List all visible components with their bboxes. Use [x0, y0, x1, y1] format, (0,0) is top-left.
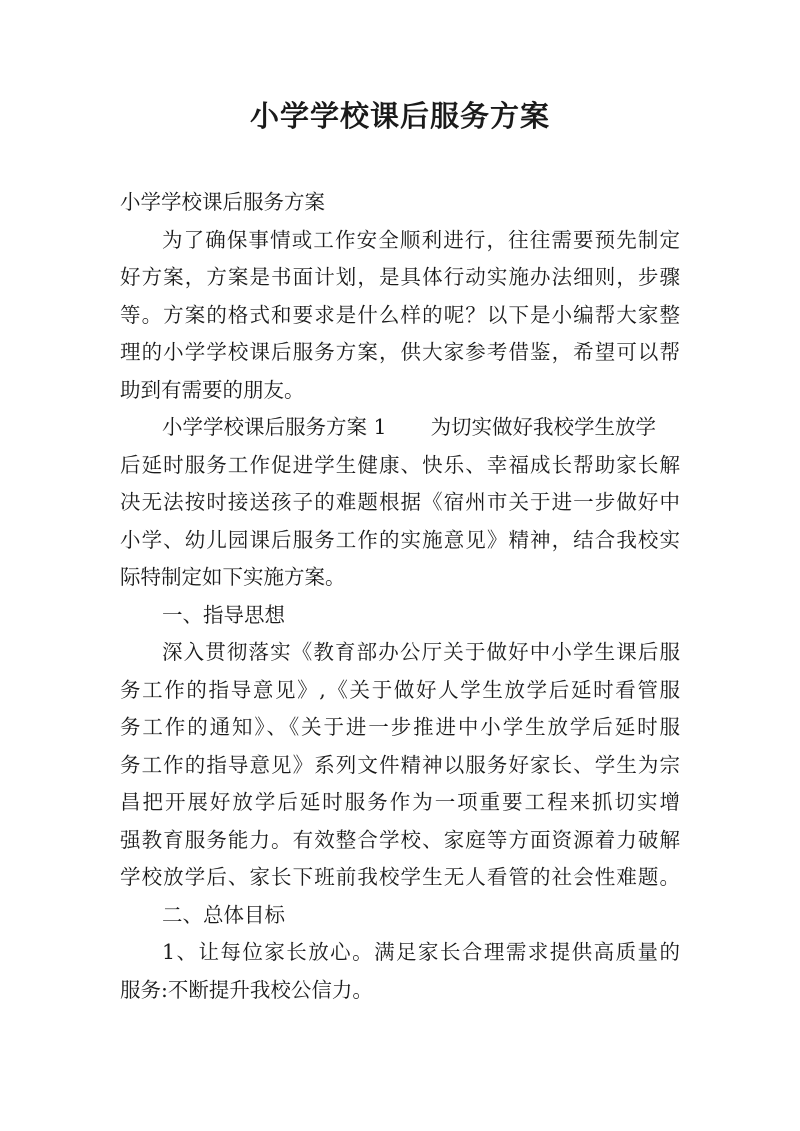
section2-heading: 二、总体目标 [162, 902, 285, 927]
paragraph-line: 好方案，方案是书面计划，是具体行动实施办法细则，步骤 [120, 265, 680, 289]
paragraph-line: 等。方案的格式和要求是什么样的呢？以下是小编帮大家整 [120, 302, 680, 327]
paragraph-line [120, 409, 680, 447]
paragraph-line: 后延时服务工作促进学生健康、快乐、幸福成长帮助家长解 [120, 452, 680, 477]
paragraph-line: 务工作的通知》、《关于进一步推进中小学生放学后延时服 [120, 715, 680, 739]
document-subtitle: 小学学校课后服务方案 [120, 190, 325, 214]
paragraph-line: 深入贯彻落实《教育部办公厅关于做好中小学生课后服 [162, 640, 680, 664]
section1-heading: 一、指导思想 [162, 602, 285, 627]
paragraph-line: 理的小学学校课后服务方案，供大家参考借鉴，希望可以帮 [120, 340, 680, 364]
plan1-first-line: 为切实做好我校学生放学 [430, 415, 657, 439]
paragraph-line: 务工作的指导意见》系列文件精神以服务好家长、学生为宗 [120, 752, 680, 777]
paragraph-line: 服务:不断提升我校公信力。 [120, 977, 373, 1002]
paragraph-line: 1、让每位家长放心。满足家长合理需求提供高质量的 [162, 940, 680, 964]
section2-paragraph [120, 934, 680, 1009]
paragraph-line: 学校放学后、家长下班前我校学生无人看管的社会性难题。 [120, 865, 680, 889]
intro-paragraph [120, 222, 680, 410]
document-title: 小学学校课后服务方案 [249, 99, 550, 133]
paragraph-line: 小学、幼儿园课后服务工作的实施意见》精神，结合我校实 [120, 527, 680, 552]
paragraph-line: 际特制定如下实施方案。 [120, 565, 346, 589]
paragraph-line: 务工作的指导意见》,《关于做好人学生放学后延时看管服 [120, 677, 680, 702]
paragraph-line: 强教育服务能力。有效整合学校、家庭等方面资源着力破解 [120, 827, 680, 852]
section1-paragraph [120, 634, 680, 897]
paragraph-line: 助到有需要的朋友。 [120, 377, 305, 402]
paragraph-line: 昌把开展好放学后延时服务作为一项重要工程来抓切实增 [120, 790, 680, 814]
plan1-heading: 小学学校课后服务方案 1 [162, 415, 387, 439]
document-body [120, 184, 680, 1009]
plan1-paragraph [120, 409, 680, 597]
paragraph-line: 决无法按时接送孩子的难题根据《宿州市关于进一步做好中 [120, 490, 680, 514]
paragraph-line: 为了确保事情或工作安全顺利进行，往往需要预先制定 [162, 227, 680, 252]
